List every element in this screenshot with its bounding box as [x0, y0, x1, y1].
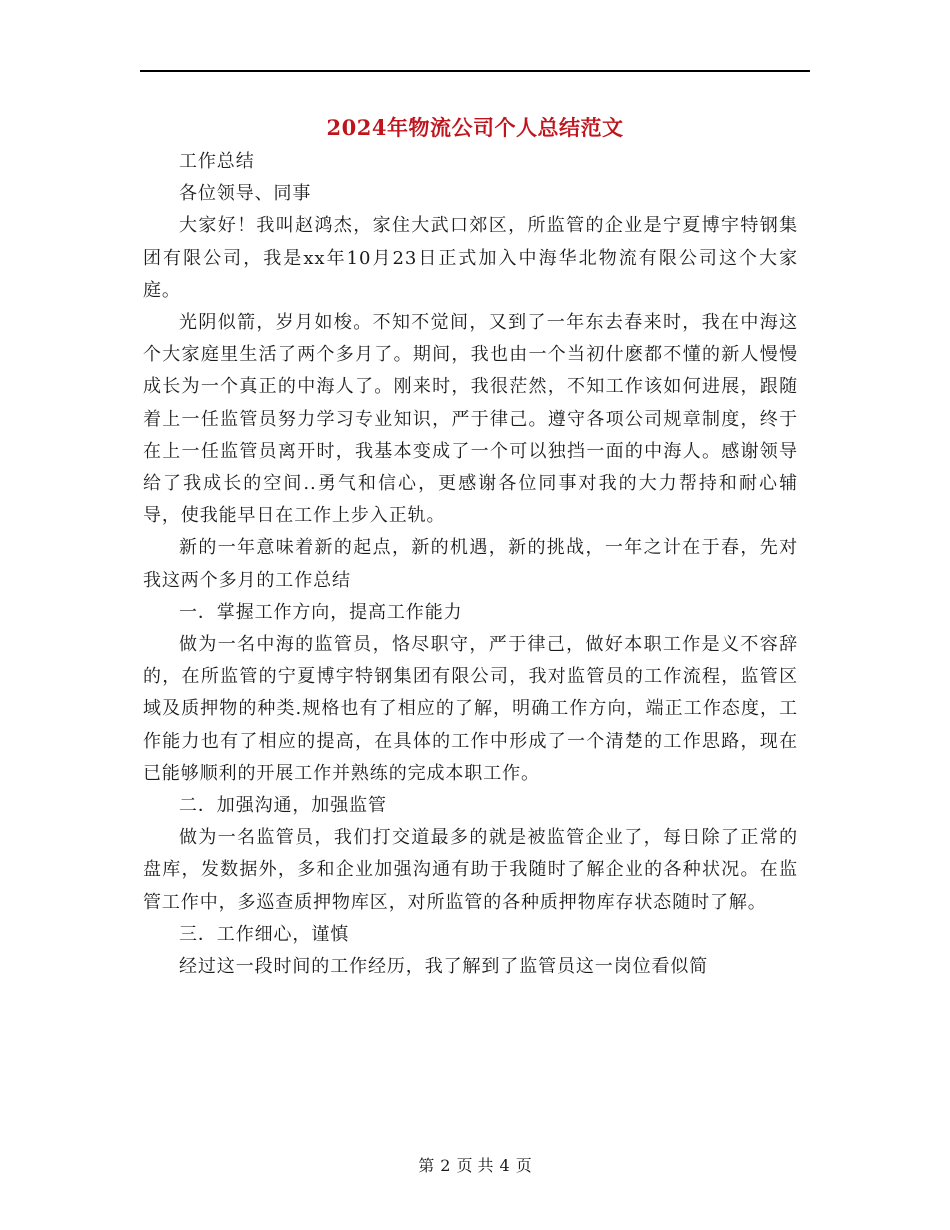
paragraph-section-3: 经过这一段时间的工作经历，我了解到了监管员这一岗位看似简	[179, 956, 709, 978]
paragraph-reflection: 光阴似箭，岁月如梭。不知不觉间，又到了一年东去春来时，我在中海这个大家庭里生活了两个多月了。期间，我也由一个当初什麽都不懂的新人慢慢成长为一个真正的中海人了。刚来时，我很茫然，不知工作该如何进展，跟随着上一任监管员努力学习专业知识，严于律己。遵守各项公司规章制度，终于在上一任监管员离开时，我基本变成了一个可以独挡一面的中海人。感谢领导给了我成长的空间..勇气和信心，更感谢各位同事对我的大力帮持和耐心辅导，使我能早日在工作上步入正轨。	[143, 312, 798, 527]
document-title: 2024年物流公司个人总结范文	[326, 115, 624, 140]
footer-middle: 页 共	[456, 1156, 494, 1175]
document-body	[143, 146, 798, 983]
header-rule	[140, 70, 810, 72]
paragraph-salutation: 各位领导、同事	[179, 183, 312, 205]
page-footer	[0, 1153, 950, 1176]
section-heading-1: 一．掌握工作方向，提高工作能力	[179, 601, 463, 623]
footer-prefix: 第	[418, 1156, 435, 1175]
section-heading-3: 三．工作细心，谨慎	[179, 923, 350, 945]
section-heading-2: 二．加强沟通，加强监管	[179, 795, 387, 817]
paragraph-new-year: 新的一年意味着新的起点，新的机遇，新的挑战，一年之计在于春，先对我这两个多月的工作总结	[143, 537, 798, 591]
footer-suffix: 页	[515, 1156, 532, 1175]
paragraph-section-2: 做为一名监管员，我们打交道最多的就是被监管企业了，每日除了正常的盘库，发数据外，多和企业加强沟通有助于我随时了解企业的各种状况。在监管工作中，多巡查质押物库区，对所监管的各种质押物库存状态随时了解。	[143, 827, 798, 913]
paragraph-introduction: 大家好！我叫赵鸿杰，家住大武口郊区，所监管的企业是宁夏博宇特钢集团有限公司，我是xx年10月23日正式加入中海华北物流有限公司这个大家庭。	[143, 215, 798, 301]
paragraph-section-1: 做为一名中海的监管员，恪尽职守，严于律己，做好本职工作是义不容辞的，在所监管的宁夏博宇特钢集团有限公司，我对监管员的工作流程，监管区域及质押物的种类.规格也有了相应的了解，明确工作方向，端正工作态度，工作能力也有了相应的提高，在具体的工作中形成了一个清楚的工作思路，现在已能够顺利的开展工作并熟练的完成本职工作。	[143, 634, 798, 784]
paragraph-heading-summary: 工作总结	[179, 151, 255, 172]
footer-page-number: 2	[440, 1156, 451, 1175]
footer-total-pages: 4	[499, 1156, 510, 1175]
